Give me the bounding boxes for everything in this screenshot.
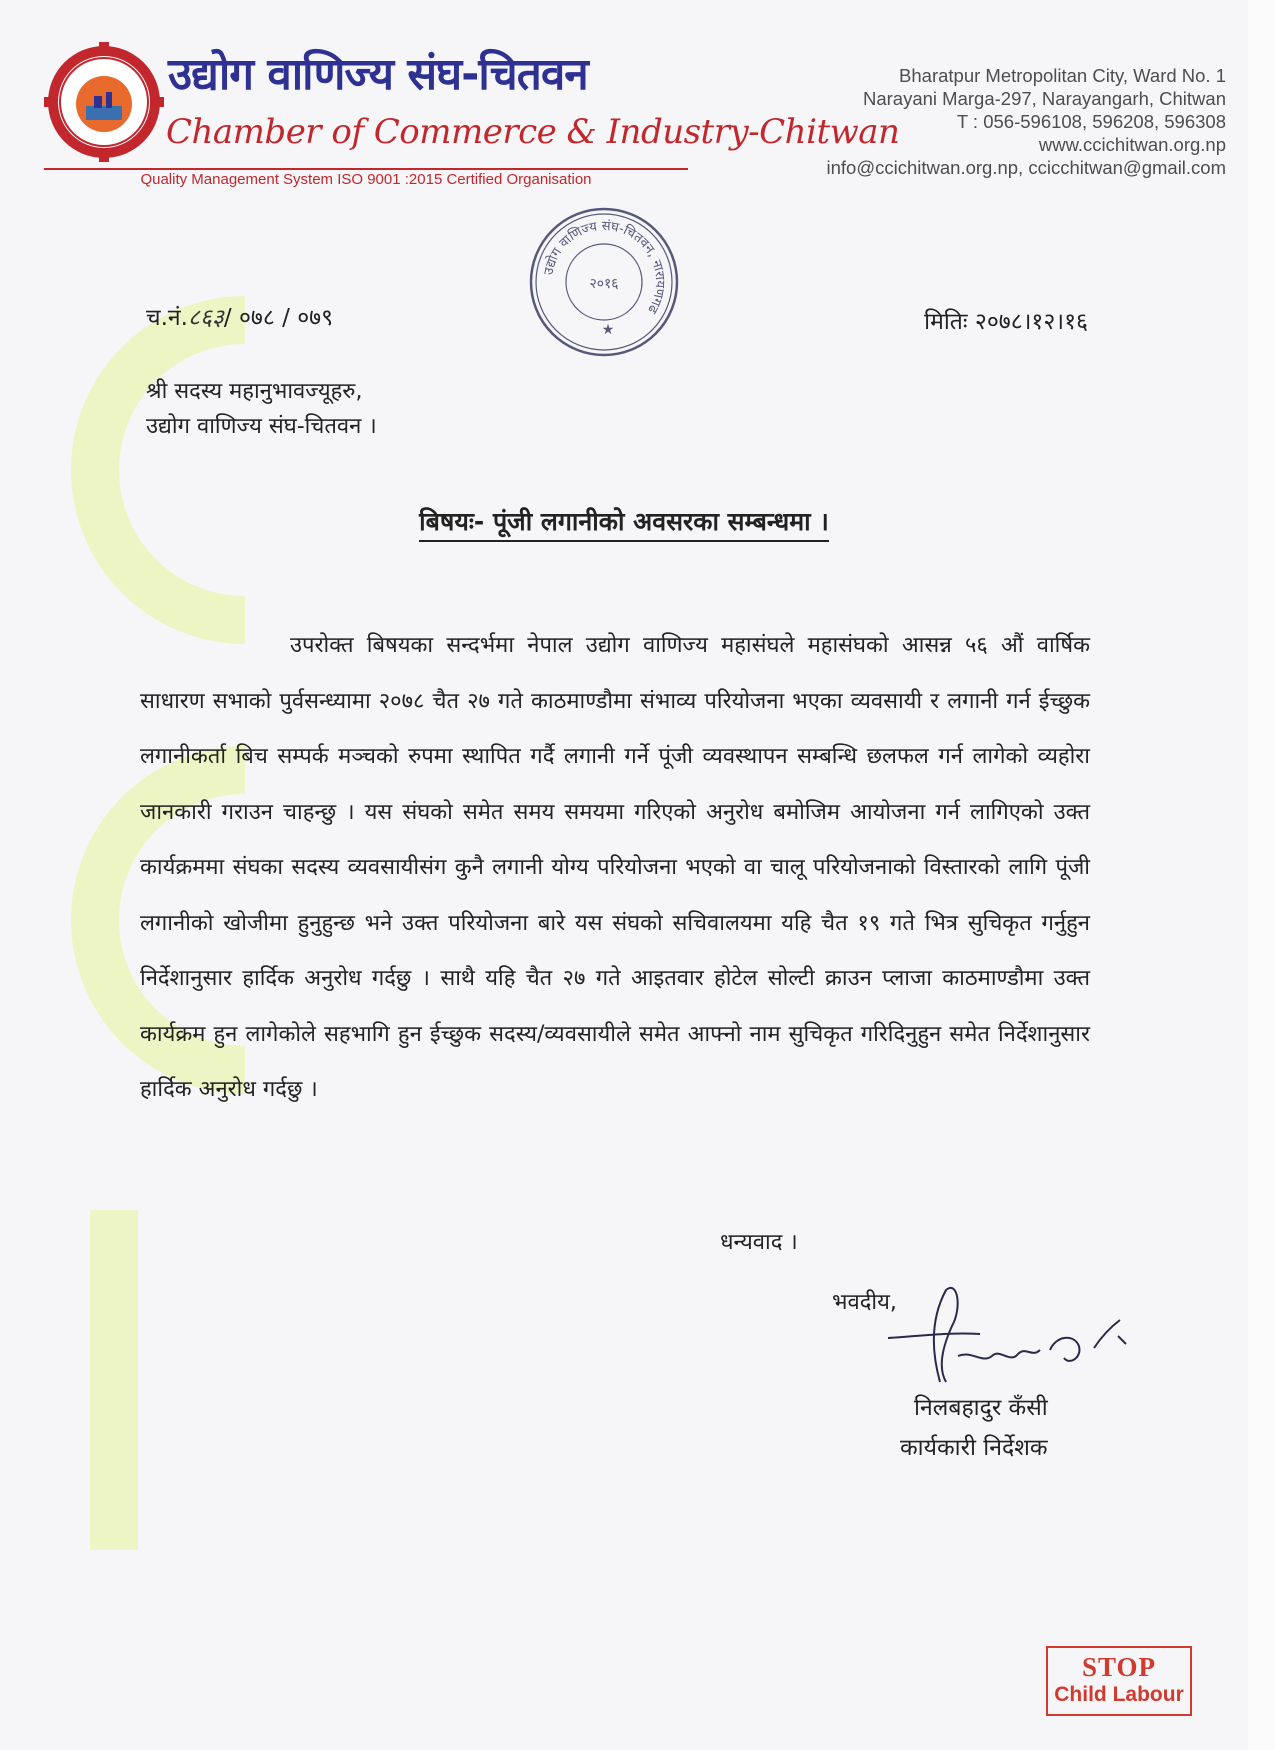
stop-child-labour-stamp — [1046, 1646, 1192, 1716]
signer-name: निलबहादुर कँसी — [914, 1395, 1048, 1421]
org-name-english: Chamber of Commerce & Industry-Chitwan — [166, 112, 900, 152]
handwritten-signature — [880, 1286, 1150, 1396]
address-line-1: Bharatpur Metropolitan City, Ward No. 1 — [899, 65, 1226, 86]
reference-number — [146, 300, 333, 332]
scan-edge — [1248, 0, 1275, 1750]
stamp-line-1: STOP — [1081, 1652, 1157, 1682]
email-line[interactable]: info@ccichitwan.org.np, ccicchitwan@gmail.com — [826, 157, 1226, 178]
iso-certification-line: Quality Management System ISO 9001 :2015 Certified Organisation — [44, 168, 688, 188]
round-seal — [528, 206, 680, 358]
recipient-block — [146, 374, 377, 444]
stamp-line-2: Child Labour — [1054, 1683, 1184, 1706]
contact-block — [827, 64, 1226, 179]
ref-handwritten-number: ८६३ — [188, 305, 224, 331]
seal-text: उद्योग वाणिज्य संघ-चितवन, नारायणगढ — [541, 218, 668, 316]
letter-date: मितिः २०७८।१२।१६ — [924, 309, 1088, 335]
ref-prefix: च.नं. — [146, 305, 188, 331]
website-link[interactable]: www.ccichitwan.org.np — [1038, 134, 1226, 155]
svg-text:★: ★ — [601, 322, 615, 338]
recipient-line-1: श्री सदस्य महानुभावज्यूहरु, — [146, 379, 363, 404]
chamber-logo — [44, 42, 164, 162]
seal-year: २०१६ — [589, 276, 619, 292]
ref-fiscal-year: / ०७८ / ०७९ — [223, 305, 334, 331]
address-line-2: Narayani Marga-297, Narayangarh, Chitwan — [863, 88, 1226, 109]
subject-text: बिषयः- पूंजी लगानीको अवसरका सम्बन्धमा । — [419, 507, 829, 542]
svg-text:उद्योग वाणिज्य संघ-चितवन, नारा — [541, 219, 667, 316]
signer-title: कार्यकारी निर्देशक — [900, 1435, 1048, 1461]
subject-line — [0, 504, 1248, 538]
org-name-nepali: उद्योग वाणिज्य संघ-चितवन — [168, 49, 588, 100]
thanks-line: धन्यवाद । — [720, 1230, 798, 1255]
recipient-line-2: उद्योग वाणिज्य संघ-चितवन । — [146, 414, 377, 439]
letter-body: उपरोक्त बिषयका सन्दर्भमा नेपाल उद्योग वाणिज्य महासंघले महासंघको आसन्न ५६ औं वार्षिक साधारण सभाको पुर्वसन्ध्यामा २०७८ चैत २७ गते काठमाण्डौमा संभाव्य परियोजना भएका व्यवसायी र लगानी गर्न ईच्छुक लगानीकर्ता बिच सम्पर्क मञ्चको रुपमा स्थापित गर्दै लगानी गर्ने पूंजी व्यवस्थापन सम्बन्धि छलफल गर्न लागेको व्यहोरा जानकारी गराउन चाहन्छु । यस संघको समेत समय समयमा गरिएको अनुरोध बमोजिम आयोजना गर्न लागिएको उक्त कार्यक्रममा संघका सदस्य व्यवसायीसंग कुनै लगानी योग्य परियोजना भएको वा चालू परियोजनाको विस्तारको लागि पूंजी लगानीको खोजीमा हुनुहुन्छ भने उक्त परियोजना बारे यस संघको सचिवालयमा यहि चैत १९ गते भित्र सुचिकृत गर्नुहुन निर्देशानुसार हार्दिक अनुरोध गर्दछु । साथै यहि चैत २७ गते आइतवार होटेल सोल्टी क्राउन प्लाजा काठमाण्डौमा उक्त कार्यक्रम हुन लागेकोले सहभागि हुन ईच्छुक सदस्य/व्यवसायीले समेत आफ्नो नाम सुचिकृत गरिदिनुहुन समेत निर्देशानुसार हार्दिक अनुरोध गर्दछु । — [140, 633, 1090, 1102]
phone-line: T : 056-596108, 596208, 596308 — [956, 111, 1226, 132]
closing-line: भवदीय, — [832, 1290, 897, 1315]
